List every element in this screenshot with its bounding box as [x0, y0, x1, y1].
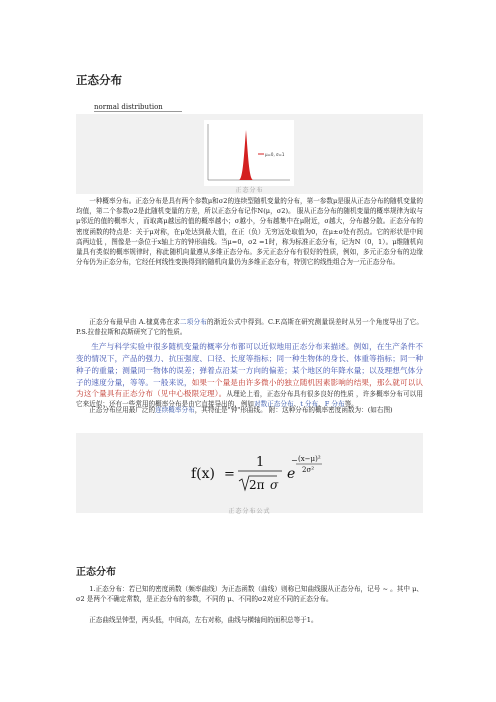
formula-numerator: 1 [256, 455, 265, 470]
exp-numerator: (x−μ)² [298, 455, 321, 463]
formula-lhs: f(x) [191, 466, 216, 482]
formula-caption: 正态分布公式 [228, 508, 271, 515]
legend-label: μ=0, σ=1 [265, 152, 285, 157]
formula-root: 2π [249, 478, 265, 492]
formula-e: e [287, 466, 296, 482]
figure-caption: 正态分布 [235, 187, 264, 194]
link-f-dist[interactable]: F 分布 [324, 400, 345, 409]
normal-curve-figure [76, 114, 423, 194]
link-continuous[interactable]: 连续概率分布 [155, 406, 195, 414]
subtitle-underline [94, 111, 182, 112]
formula-svg [76, 433, 423, 513]
paragraph-pdf: 正态分布应用最广泛的连续概率分布，其特征是"钟"形曲线。 附：这种分布的概率密度函数为：(如右图) [89, 406, 393, 414]
pdf-formula [76, 433, 423, 513]
paragraph-definition: 一种概率分布。正态分布是具有两个参数μ和σ2的连续型随机变量的分布，第一参数μ是服从正态分布的随机变量的均值，第二个参数σ2是此随机变量的方差，所以正态分布记作N(μ，σ2)。 服从正态分布的随机变量的概率规律为取与μ邻近的值的概率大 ，而取离μ越远的值的概率越小；σ越小，分布越集中在μ附近，σ越大，分布越分散。正态分布的密度函数的特点是：关于μ对称，在μ处达到最大值，在正（负）无穷远处取值为0，在μ±σ处有拐点。它的形状是中间高两边低 ，图像是一条位于x轴上方的钟形曲线。当μ=0，σ2 =1时，称为标准正态分布，记为N（0，1）。μ维随机向量具有类似的概率规律时，称此随机向量遵从多维正态分布。多元正态分布有很好的性质，例如，多元正态分布的边缘分布仍为正态分布，它经任何线性变换得到的随机向量仍为多维正态分布，特别它的线性组合为一元正态分布。 [76, 197, 423, 267]
link-t-dist[interactable]: t 分布 [300, 400, 319, 409]
bell-curve-chart [76, 114, 423, 194]
subtitle: normal distribution [94, 103, 163, 111]
paragraph-history: 正态分布最早由 A.棣莫弗在求二项分布的渐近公式中得到。C.F.高斯在研究测量误差时从另一个角度导出了它。P.S.拉普拉斯和高斯研究了它的性质。 [76, 318, 423, 337]
section-heading: 正态分布 [76, 567, 116, 578]
paragraph-curve-shape: 正态曲线呈钟型，两头低，中间高，左右对称，曲线与横轴间的面积总等于1。 [89, 616, 318, 624]
exp-denominator: 2σ² [302, 466, 315, 474]
page-title: 正态分布 [76, 73, 122, 87]
formula-equals: = [224, 467, 235, 482]
link-lognormal[interactable]: 对数正态分布 [254, 400, 294, 409]
exp-minus: − [291, 456, 298, 465]
paragraph-applications: 生产与科学实验中很多随机变量的概率分布都可以近似地用正态分布来描述。例如，在生产条件不变的情况下，产品的强力、抗压强度、口径、长度等指标；同一种生物体的身长、体重等指标；同一种种子的重量；测量同一物体的误差；弹着点沿某一方向的偏差；某个地区的年降水量；以及理想气体分子的速度分量，等等。一般来说，如果一个量是由许多微小的独立随机因素影响的结果，那么就可以认为这个量具有正态分布（见中心极限定理）。从理论上看，正态分布具有很多良好的性质 ，许多概率分布可以用它来近似；还有一些常用的概率分布是由它直接导出的，例如对数正态分布、t 分布、F 分布等。 [76, 342, 424, 409]
link-binomial[interactable]: 二项分布 [179, 318, 208, 326]
formula-sigma: σ [270, 478, 279, 492]
paragraph-notation: 1.正态分布：若已知的密度函数（频率曲线）为正态函数（曲线）则称已知曲线服从正态分布，记号 ~ 。其中 μ、σ2 是两个不确定常数，是正态分布的参数，不同的 μ、不同的σ2对应不同的正态分布。 [76, 585, 423, 604]
